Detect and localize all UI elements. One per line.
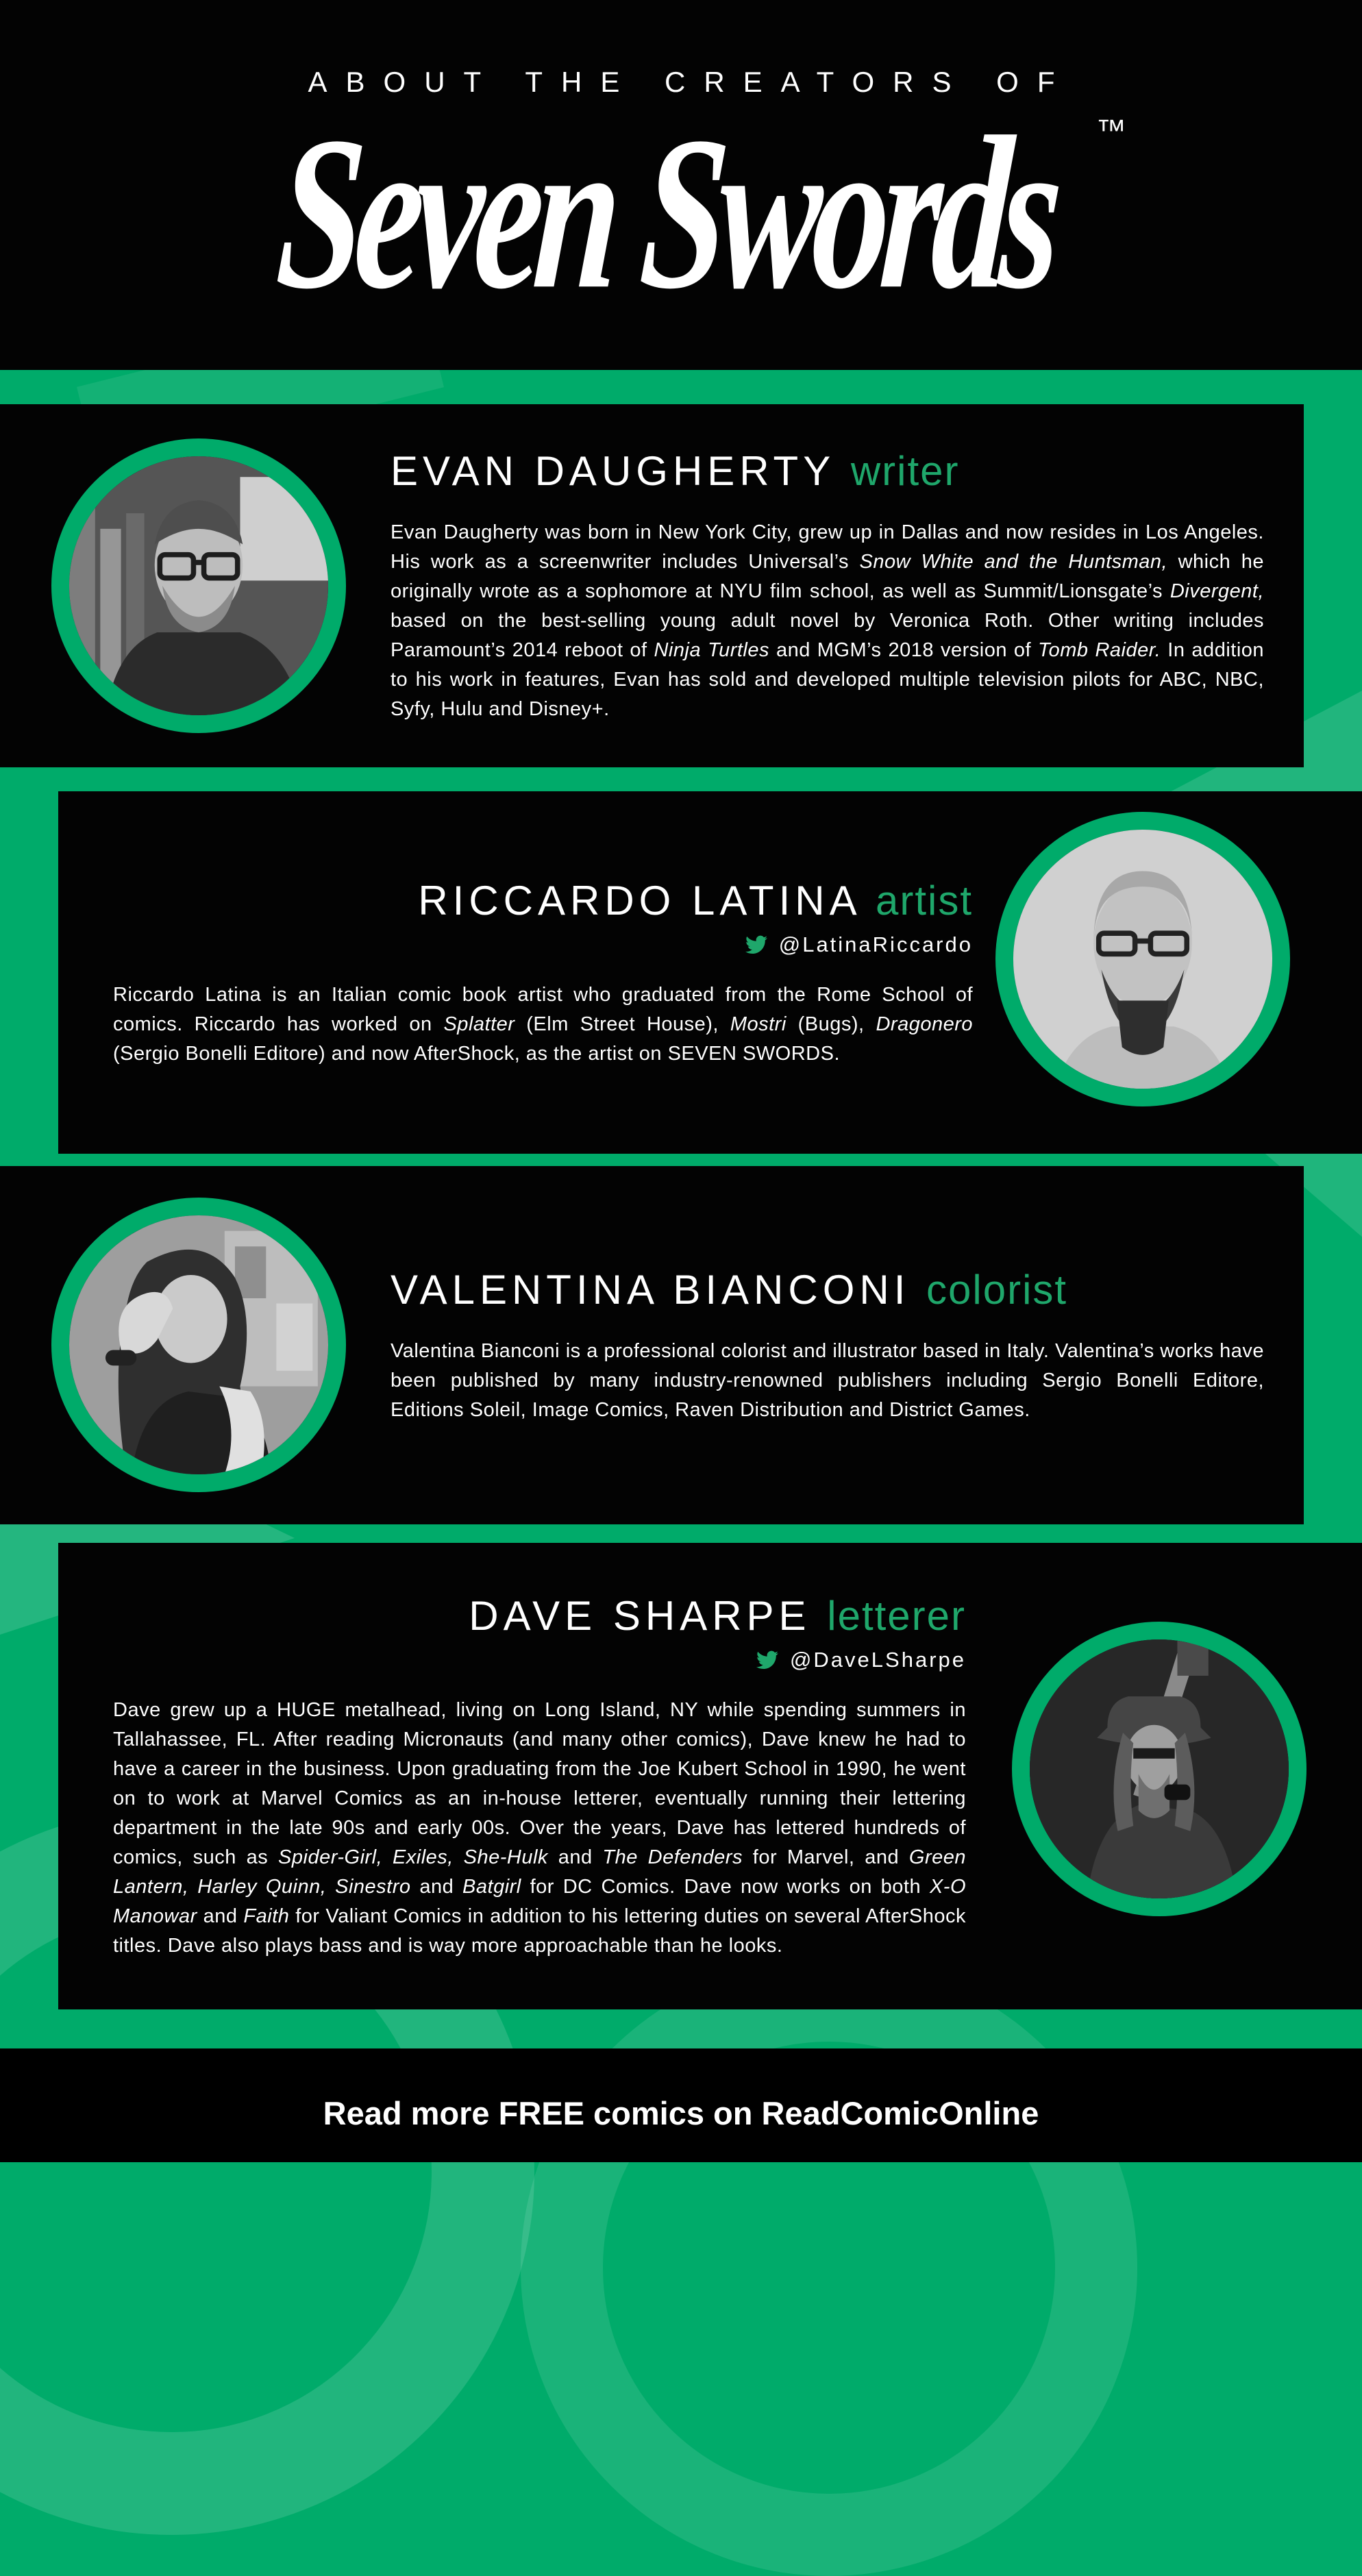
- valentina-bianconi-photo: [51, 1198, 346, 1492]
- creator-name-and-role: [391, 447, 1264, 495]
- creator-role: letterer: [827, 1592, 966, 1639]
- twitter-handle[interactable]: @DaveLSharpe: [789, 1647, 966, 1672]
- creator-role: colorist: [926, 1266, 1068, 1313]
- seven-swords-logo: [0, 92, 1362, 335]
- creator-role: artist: [875, 877, 973, 924]
- creator-name: VALENTINA BIANCONI: [391, 1266, 911, 1313]
- dave-portrait-illustration: [1030, 1639, 1289, 1898]
- twitter-icon: [754, 1649, 780, 1671]
- creator-role: writer: [850, 448, 960, 494]
- riccardo-portrait-illustration: [1013, 830, 1272, 1089]
- twitter-handle-row[interactable]: [113, 1648, 966, 1672]
- twitter-icon: [743, 934, 769, 956]
- trademark-symbol: ™: [1095, 114, 1126, 147]
- creator-name-and-role: [113, 1592, 966, 1639]
- creator-bio: Dave grew up a HUGE metalhead, living on Long Island, NY while spending summers in Tallahassee, FL. After reading Micronauts (and many other comics), Dave knew he had to have a career in the business. Upon graduating from the Joe Kubert School in 1990, he went on to work at Marvel Comics as an in-house letterer, eventually running their lettering department in the late 90s and early 00s. Over the years, Dave has lettered hundreds of comics, such as Spider-Girl, Exiles, She-Hulk and The Defenders for Marvel, and Green Lantern, Harley Quinn, Sinestro and Batgirl for DC Comics. Dave now works on both X-O Manowar and Faith for Valiant Comics in addition to his lettering duties on several AfterShock titles. Dave also plays bass and is way more approachable than he looks.: [113, 1698, 967, 1957]
- twitter-handle[interactable]: @LatinaRiccardo: [778, 932, 973, 956]
- creator-bio: Valentina Bianconi is a professional colorist and illustrator based in Italy. Valentina’s works have been published by many industry-renowned publishers including Sergio Bonelli Editore, Editions Soleil, Image Comics, Raven Distribution and District Games.: [391, 1339, 1264, 1421]
- creator-name: DAVE SHARPE: [469, 1592, 811, 1639]
- twitter-handle-row[interactable]: [113, 932, 973, 957]
- creator-bio: Riccardo Latina is an Italian comic book artist who graduated from the Rome School of comics. Riccardo has worked on Splatter (Elm Street House), Mostri (Bugs), Dragonero (Sergio Bonelli Editore) and now AfterShock, as the artist on SEVEN SWORDS.: [113, 983, 973, 1065]
- creator-panel-dave-sharpe: [58, 1543, 1362, 2009]
- creator-name-and-role: [113, 877, 973, 924]
- creator-name: RICCARDO LATINA: [418, 877, 860, 924]
- riccardo-latina-photo: [995, 812, 1290, 1106]
- creator-panel-riccardo-latina: [58, 791, 1362, 1154]
- footer-banner: [0, 2048, 1362, 2162]
- page-header: [0, 0, 1362, 370]
- header-kicker: ABOUT THE CREATORS OF: [308, 66, 1074, 98]
- footer-promo-link[interactable]: Read more FREE comics on ReadComicOnline: [323, 2094, 1039, 2131]
- dave-sharpe-photo: [1012, 1622, 1307, 1916]
- valentina-portrait-illustration: [69, 1215, 328, 1474]
- evan-portrait-illustration: [69, 456, 328, 715]
- evan-daugherty-photo: [51, 438, 346, 733]
- creator-name: EVAN DAUGHERTY: [391, 448, 835, 494]
- creator-panel-evan-daugherty: [0, 404, 1304, 767]
- creator-name-and-role: [391, 1266, 1264, 1313]
- seven-swords-logo-text: Seven Swords: [271, 92, 1061, 335]
- creator-panel-valentina-bianconi: [0, 1166, 1304, 1524]
- creator-bio: Evan Daugherty was born in New York City, grew up in Dallas and now resides in Los Angeles. His work as a screenwriter includes Universal’s Snow White and the Huntsman, which he originally wrote as a sophomore at NYU film school, as well as Summit/Lionsgate’s Divergent, based on the best-selling young adult novel by Veronica Roth. Other writing includes Paramount’s 2014 reboot of Ninja Turtles and MGM’s 2018 version of Tomb Raider. In addition to his work in features, Evan has sold and developed multiple television pilots for ABC, NBC, Syfy, Hulu and Disney+.: [391, 521, 1265, 720]
